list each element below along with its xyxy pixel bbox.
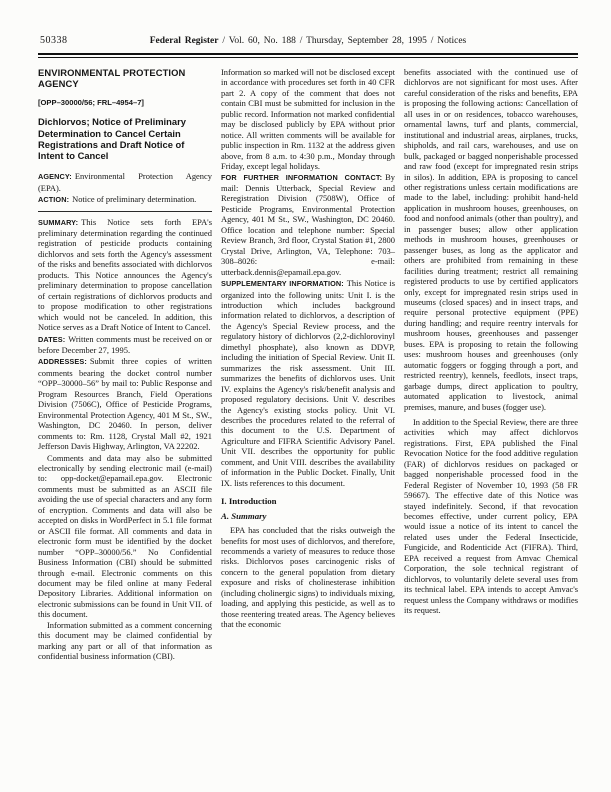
addresses-label: ADDRESSES:: [38, 357, 87, 367]
header-rule-thin: [38, 57, 578, 58]
summary-paragraph: [38, 217, 212, 333]
document-title: Dichlorvos; Notice of Preliminary Determination to Cancel Certain Registrations and Draft Notice of Intent to Cancel: [38, 116, 186, 162]
column-3: [404, 67, 578, 662]
supplementary-text: This Notice is organized into the following units: Unit I. is the introduction which includes background information related to dichlorvos, a description of the Agency's Special Review process, and the regulatory history of dichlorvos (2,2-dichlorovinyl dimethyl phosphate), also known as DDVP, including the initiation of Special Review. Unit II. summarizes the risk assessment. Unit III. summarizes the benefits of dichlorvos uses. Unit IV. explains the Agency's risk/benefit analysis and proposed regulatory decisions. Unit V. describes the Agency's existing stocks policy. Unit VI. describes the procedures related to the referral of this document to the U.S. Department of Agriculture and FIFRA Scientific Advisory Panel. Unit VII. describes the opportunity for public comment, and Unit VIII. describes the availability of information in the Public Docket. Finally, Unit IX. lists references to this document.: [221, 278, 395, 488]
content-columns: [38, 67, 578, 662]
summary-label: SUMMARY:: [38, 217, 79, 227]
sub-heading-summary: A. Summary: [221, 511, 267, 522]
page-number: 50338: [40, 35, 68, 46]
action-label: ACTION:: [38, 195, 70, 205]
contact-text: By mail: Dennis Utterback, Special Review and Reregistration Division (7508W), Office of Pesticide Programs, Environmental Protection Agency, 401 M St., SW., Washington, DC 20460. Office location and telephone number: Special Review Branch, 3rd floor, Crystal Station #1, 2800 Crystal Drive, Arlington, VA, Telephone: 703–308–8026: e-mail: utterback.dennis@epamail.epa.gov.: [221, 171, 395, 277]
journal-name: Federal Register: [149, 36, 219, 46]
addresses-text: Submit three copies of written comments bearing the docket control number “OPP–30000–56” by mail to: Public Response and Program Resources Branch, Field Operations Division (7506C), Office of Pesticide Programs, Environmental Protection Agency, 401 M St., SW., Washington, DC 20460. In person, deliver comments to: Rm. 1128, Crystal Mall #2, 1921 Jefferson Davis Highway, Arlington, VA 22202.: [38, 356, 212, 452]
confidential-info-paragraph: Information submitted as a comment concerning this document may be claimed confidential by marking any part or all of that information as confidential business information (CBI).: [38, 619, 212, 662]
addresses-paragraph: [38, 356, 212, 451]
page-header: [38, 34, 578, 50]
contact-paragraph: [221, 172, 395, 278]
cbi-continued-paragraph: Information so marked will not be disclosed except in accordance with procedures set forth in 40 CFR part 2. A copy of the comment that does not contain CBI must be submitted for inclusion in the public record. Information not marked confidential may be disclosed publicly by EPA without prior notice. All written comments will be available for public inspection in Rm. 1132 at the address given above, from 8 a.m. to 4:30 p.m., Monday through Friday, except legal holidays.: [221, 67, 395, 172]
dates-paragraph: [38, 334, 212, 356]
special-review-paragraph: In addition to the Special Review, there are three activities which may affect dichlorvos registrations. First, EPA published the Final Revocation Notice for the food additive regulation (FAR) of dichlorvos residues on packaged or bagged nonperishable processed food in the Federal Register of November 10, 1993 (58 FR 59667). The effective date of this Notice was stayed indefinitely. Second, if that revocation becomes effective, under current policy, EPA would issue a notice of its intent to cancel the related uses under the Federal Insecticide, Fungicide, and Rodenticide Act (FIFRA). Third, EPA received a request from Amvac Chemical Corporation, the sole technical registrant of dichlorvos, to voluntarily delete several uses from its technical label. EPA intends to accept Amvac's request unless the Company withdraws or modifies its request.: [404, 416, 578, 616]
header-rule-thick: [38, 53, 578, 55]
agency-text: Environmental Protection Agency (EPA).: [38, 171, 212, 193]
contact-label: FOR FURTHER INFORMATION CONTACT:: [221, 172, 383, 182]
agency-paragraph: [38, 171, 212, 193]
column-2: [221, 67, 395, 662]
header-rule: [38, 53, 578, 58]
column-1: [38, 67, 212, 662]
benefits-continued-paragraph: benefits associated with the continued use of dichlorvos are not significant for most uses. After careful consideration of the risks and benefits, EPA is proposing the following actions: Cancellation of all uses in or on residences, tobacco warehouses, ornamental lawns, turf and plants, commercial, institutional and industrial areas, airplanes, trucks, shipholds, and rail cars, warehouses, and use on bulk, packaged or bagged nonperishable processed and raw food (except for impregnated resin strips in silos). In addition, EPA is proposing to cancel other registrations unless certain modifications are made to the label, including: prohibit hand-held application in mushroom houses, greenhouses, on food and nonfood animals (other than poultry), and in passenger buses; allow other application methods in mushroom houses, greenhouses or passenger buses, as long as the applicator and others are prohibited from remaining in these facilities during treatment; restrict all remaining registered products to use by certified applicators only, except for impregnated resin strips used in museums (closed spaces) and in insect traps, and require personal protective equipment (PPE) during handling; and require reentry intervals for mushroom houses, greenhouses and passenger buses. EPA is proposing to retain the following uses: mushroom houses and greenhouses (only automatic foggers or fogging through a port, and restricted reentry), kennels, feedlots, insect traps, garbage dumps, direct application to poultry, automated application to livestock, animal premises, manure, and buses (fogger use).: [404, 67, 578, 412]
section-divider-rule: [38, 211, 212, 212]
dates-label: DATES:: [38, 334, 66, 344]
epa-concluded-paragraph: EPA has concluded that the risks outweigh the benefits for most uses of dichlorvos, and therefore, recommends a variety of measures to reduce those risks. Dichlorvos poses carcinogenic risks of concern to the general population from dietary exposure and risks of cholinesterase inhibition (including cholinergic signs) to individuals mixing, loading, and applying this pesticide, as well as to those reentering treated areas. The Agency believes that the economic: [221, 525, 395, 630]
summary-text: This Notice sets forth EPA's preliminary determination regarding the continued registration of pesticide products containing dichlorvos and sets forth the Agency's assessment of the risks and benefits associated with dichlorvos products. This Notice announces the Agency's preliminary determination to propose cancellation of certain registrations of dichlorvos products and to propose modification to other registrations which would not be canceled. In addition, this Notice serves as a Draft Notice of Intent to Cancel.: [38, 216, 212, 333]
agency-label: AGENCY:: [38, 172, 72, 182]
journal-issue-info: / Vol. 60, No. 188 / Thursday, September 28, 1995 / Notices: [218, 36, 467, 46]
unit-heading-introduction: I. Introduction: [221, 496, 277, 507]
action-paragraph: [38, 194, 212, 205]
agency-heading: ENVIRONMENTAL PROTECTION AGENCY: [38, 67, 186, 90]
supplementary-paragraph: [221, 278, 395, 488]
docket-number: [OPP–30000/56; FRL–4954–7]: [38, 98, 144, 108]
journal-line: [38, 34, 578, 48]
dates-text: Written comments must be received on or before December 27, 1995.: [38, 333, 212, 356]
supplementary-label: SUPPLEMENTARY INFORMATION:: [221, 279, 344, 289]
electronic-comments-paragraph: Comments and data may also be submitted electronically by sending electronic mail (e-mail) to: opp-docket@epamail.epa.gov. Electronic comments must be submitted as an ASCII file avoiding the use of special characters and any form of encryption. Comments and data will also be accepted on disks in WordPerfect in 5.1 file format or ASCII file format. All comments and data in electronic form must be identified by the docket number “OPP–30000/56.” No Confidential Business Information (CBI) should be submitted through e-mail. Electronic comments on this document may be filed online at many Federal Depository Libraries. Additional information on electronic submissions can be found in Unit VII. of this document.: [38, 452, 212, 620]
action-text: Notice of preliminary determination.: [72, 194, 197, 205]
